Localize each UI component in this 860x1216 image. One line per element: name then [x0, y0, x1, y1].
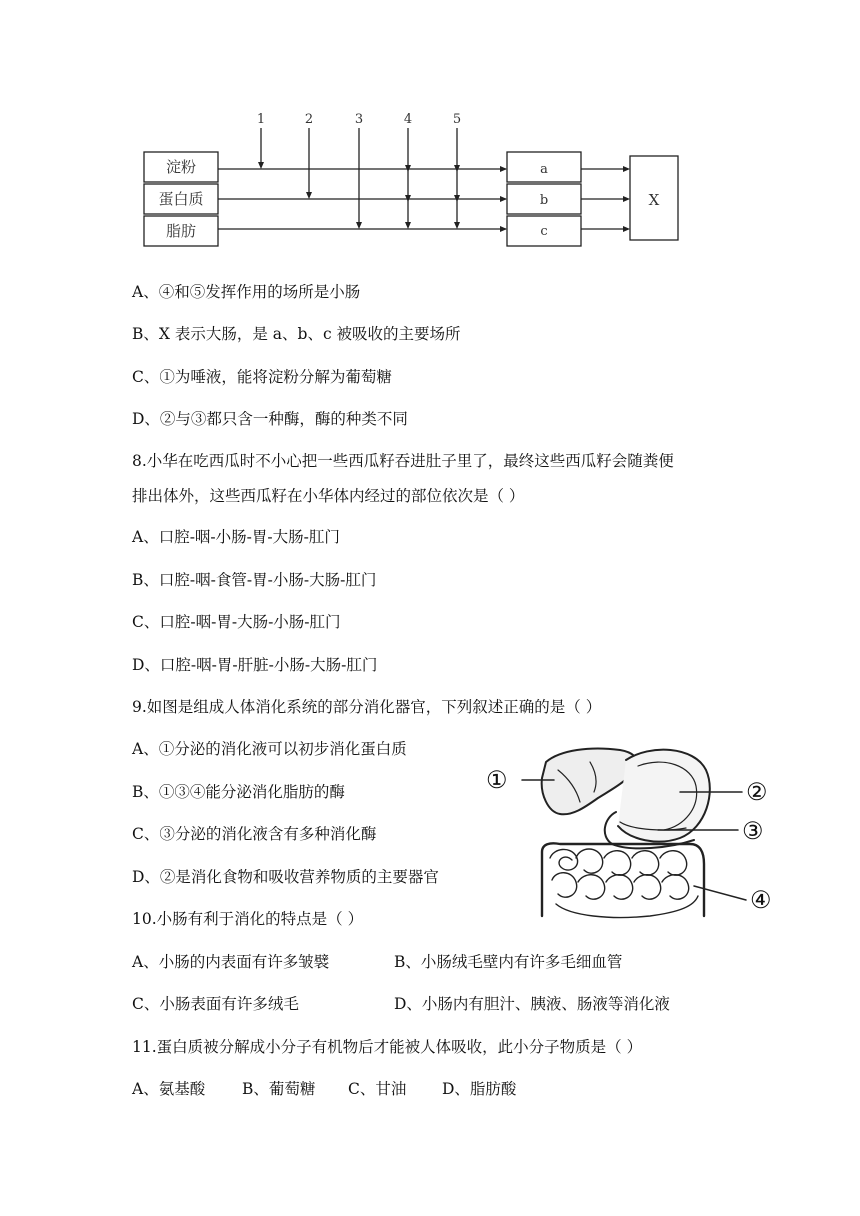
target-label-x: X — [648, 191, 660, 209]
q8-option-c: C、口腔-咽-胃-大肠-小肠-肛门 — [132, 613, 341, 631]
q9-option-a: A、①分泌的消化液可以初步消化蛋白质 — [132, 740, 407, 758]
q10-option-d: D、小肠内有胆汁、胰液、肠液等消化液 — [394, 995, 670, 1013]
product-label-c: c — [540, 224, 548, 239]
large-intestine-shape — [542, 843, 704, 916]
q11-stem: 11.蛋白质被分解成小分子有机物后才能被人体吸收，此小分子物质是（ ） — [132, 1038, 643, 1056]
fluid-label-3: 3 — [354, 112, 364, 127]
q9-option-b: B、①③④能分泌消化脂肪的酶 — [132, 783, 345, 801]
fluid-label-1: 1 — [256, 112, 266, 127]
q10-stem: 10.小肠有利于消化的特点是（ ） — [132, 910, 364, 928]
digestion-flow-diagram — [142, 108, 682, 248]
q11-option-d: D、脂肪酸 — [442, 1080, 517, 1098]
q8-stem-line2: 排出体外，这些西瓜籽在小华体内经过的部位依次是（ ） — [132, 487, 525, 505]
small-intestine-coils — [550, 849, 578, 870]
q8-option-b: B、口腔-咽-食管-胃-小肠-大肠-肛门 — [132, 571, 377, 589]
q8-stem-line1: 8.小华在吃西瓜时不小心把一些西瓜籽吞进肚子里了，最终这些西瓜籽会随粪便 — [132, 452, 674, 470]
q10-option-a: A、小肠的内表面有许多皱襞 — [132, 953, 330, 971]
q11-option-a: A、氨基酸 — [132, 1080, 206, 1098]
digestive-organs-figure — [480, 740, 790, 925]
figure-label-2: ② — [746, 778, 768, 806]
nutrient-label-fat: 脂肪 — [165, 222, 197, 240]
q9-stem: 9.如图是组成人体消化系统的部分消化器官，下列叙述正确的是（ ） — [132, 698, 602, 716]
figure-label-4: ④ — [750, 886, 772, 914]
q10-option-b: B、小肠绒毛壁内有许多毛细血管 — [394, 953, 623, 971]
q9-option-d: D、②是消化食物和吸收营养物质的主要器官 — [132, 868, 439, 886]
q11-option-c: C、甘油 — [348, 1080, 407, 1098]
figure-label-1: ① — [486, 766, 508, 794]
q7-option-b: B、X 表示大肠，是 a、b、c 被吸收的主要场所 — [132, 325, 461, 343]
q7-option-d: D、②与③都只含一种酶，酶的种类不同 — [132, 410, 408, 428]
q7-option-c: C、①为唾液，能将淀粉分解为葡萄糖 — [132, 368, 392, 386]
q7-option-a: A、④和⑤发挥作用的场所是小肠 — [132, 283, 361, 301]
nutrient-label-starch: 淀粉 — [165, 158, 197, 176]
q8-option-d: D、口腔-咽-胃-肝脏-小肠-大肠-肛门 — [132, 656, 378, 674]
q8-option-a: A、口腔-咽-小肠-胃-大肠-肛门 — [132, 528, 340, 546]
product-label-a: a — [540, 162, 548, 177]
nutrient-label-protein: 蛋白质 — [158, 190, 204, 208]
fluid-label-4: 4 — [403, 112, 413, 127]
q9-option-c: C、③分泌的消化液含有多种消化酶 — [132, 825, 377, 843]
product-label-b: b — [539, 193, 549, 208]
figure-label-3: ③ — [742, 817, 764, 845]
fluid-label-5: 5 — [452, 112, 462, 127]
q10-option-c: C、小肠表面有许多绒毛 — [132, 995, 299, 1013]
q11-option-b: B、葡萄糖 — [242, 1080, 316, 1098]
fluid-label-2: 2 — [304, 112, 314, 127]
